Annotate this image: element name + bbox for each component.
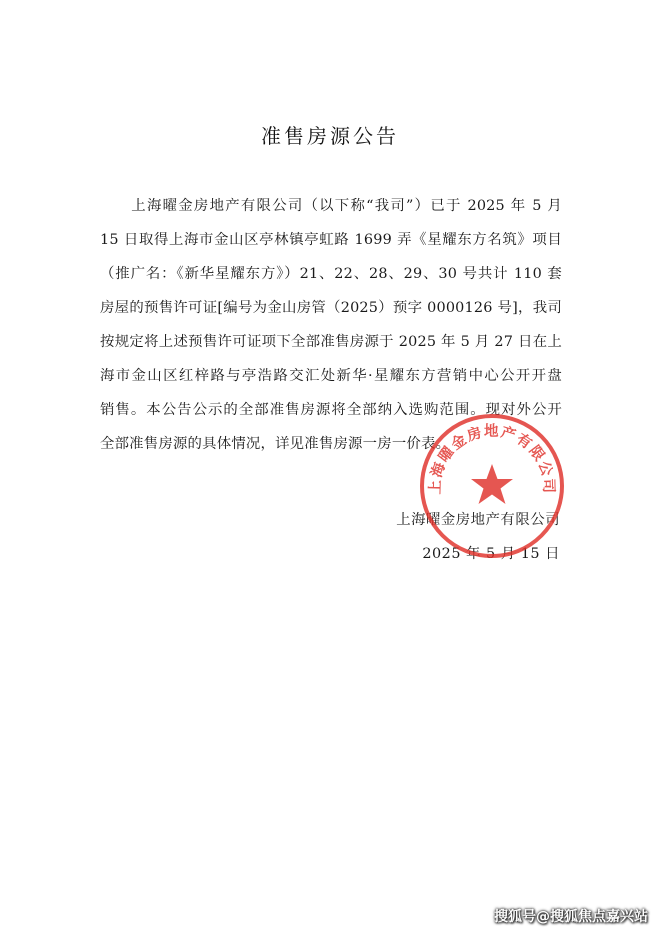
page-title: 准售房源公告 — [261, 124, 399, 148]
body-line: 房屋的预售许可证[编号为金山房管（2025）预字 0000126 号]，我司 — [100, 300, 562, 316]
seal-text: 上海曜金房地产有限公司 — [427, 424, 557, 495]
body-line: 全部准售房源的具体情况，详见准售房源一房一价表。 — [100, 436, 451, 452]
watermark: 搜狐号@搜狐焦点嘉兴站 — [494, 909, 648, 925]
company-seal — [418, 412, 566, 560]
body-line: 按规定将上述预售许可证项下全部准售房源于 2025 年 5 月 27 日在上 — [100, 334, 562, 350]
star-icon — [471, 464, 513, 504]
body-line: 上海曜金房地产有限公司（以下称“我司”）已于 2025 年 5 月 — [100, 198, 562, 214]
body-line: 15 日取得上海市金山区亭林镇亭虹路 1699 弄《星耀东方名筑》项目 — [100, 232, 562, 248]
body-line: 海市金山区红梓路与亭浩路交汇处新华·星耀东方营销中心公开开盘 — [100, 368, 562, 384]
signature-date: 2025 年 5 月 15 日 — [422, 546, 560, 562]
body-line: 销售。本公告公示的全部准售房源将全部纳入选购范围。现对外公开 — [100, 402, 562, 418]
body-line: （推广名：《新华星耀东方》）21、22、28、29、30 号共计 110 套 — [100, 266, 562, 282]
signature-company: 上海曜金房地产有限公司 — [396, 512, 560, 528]
